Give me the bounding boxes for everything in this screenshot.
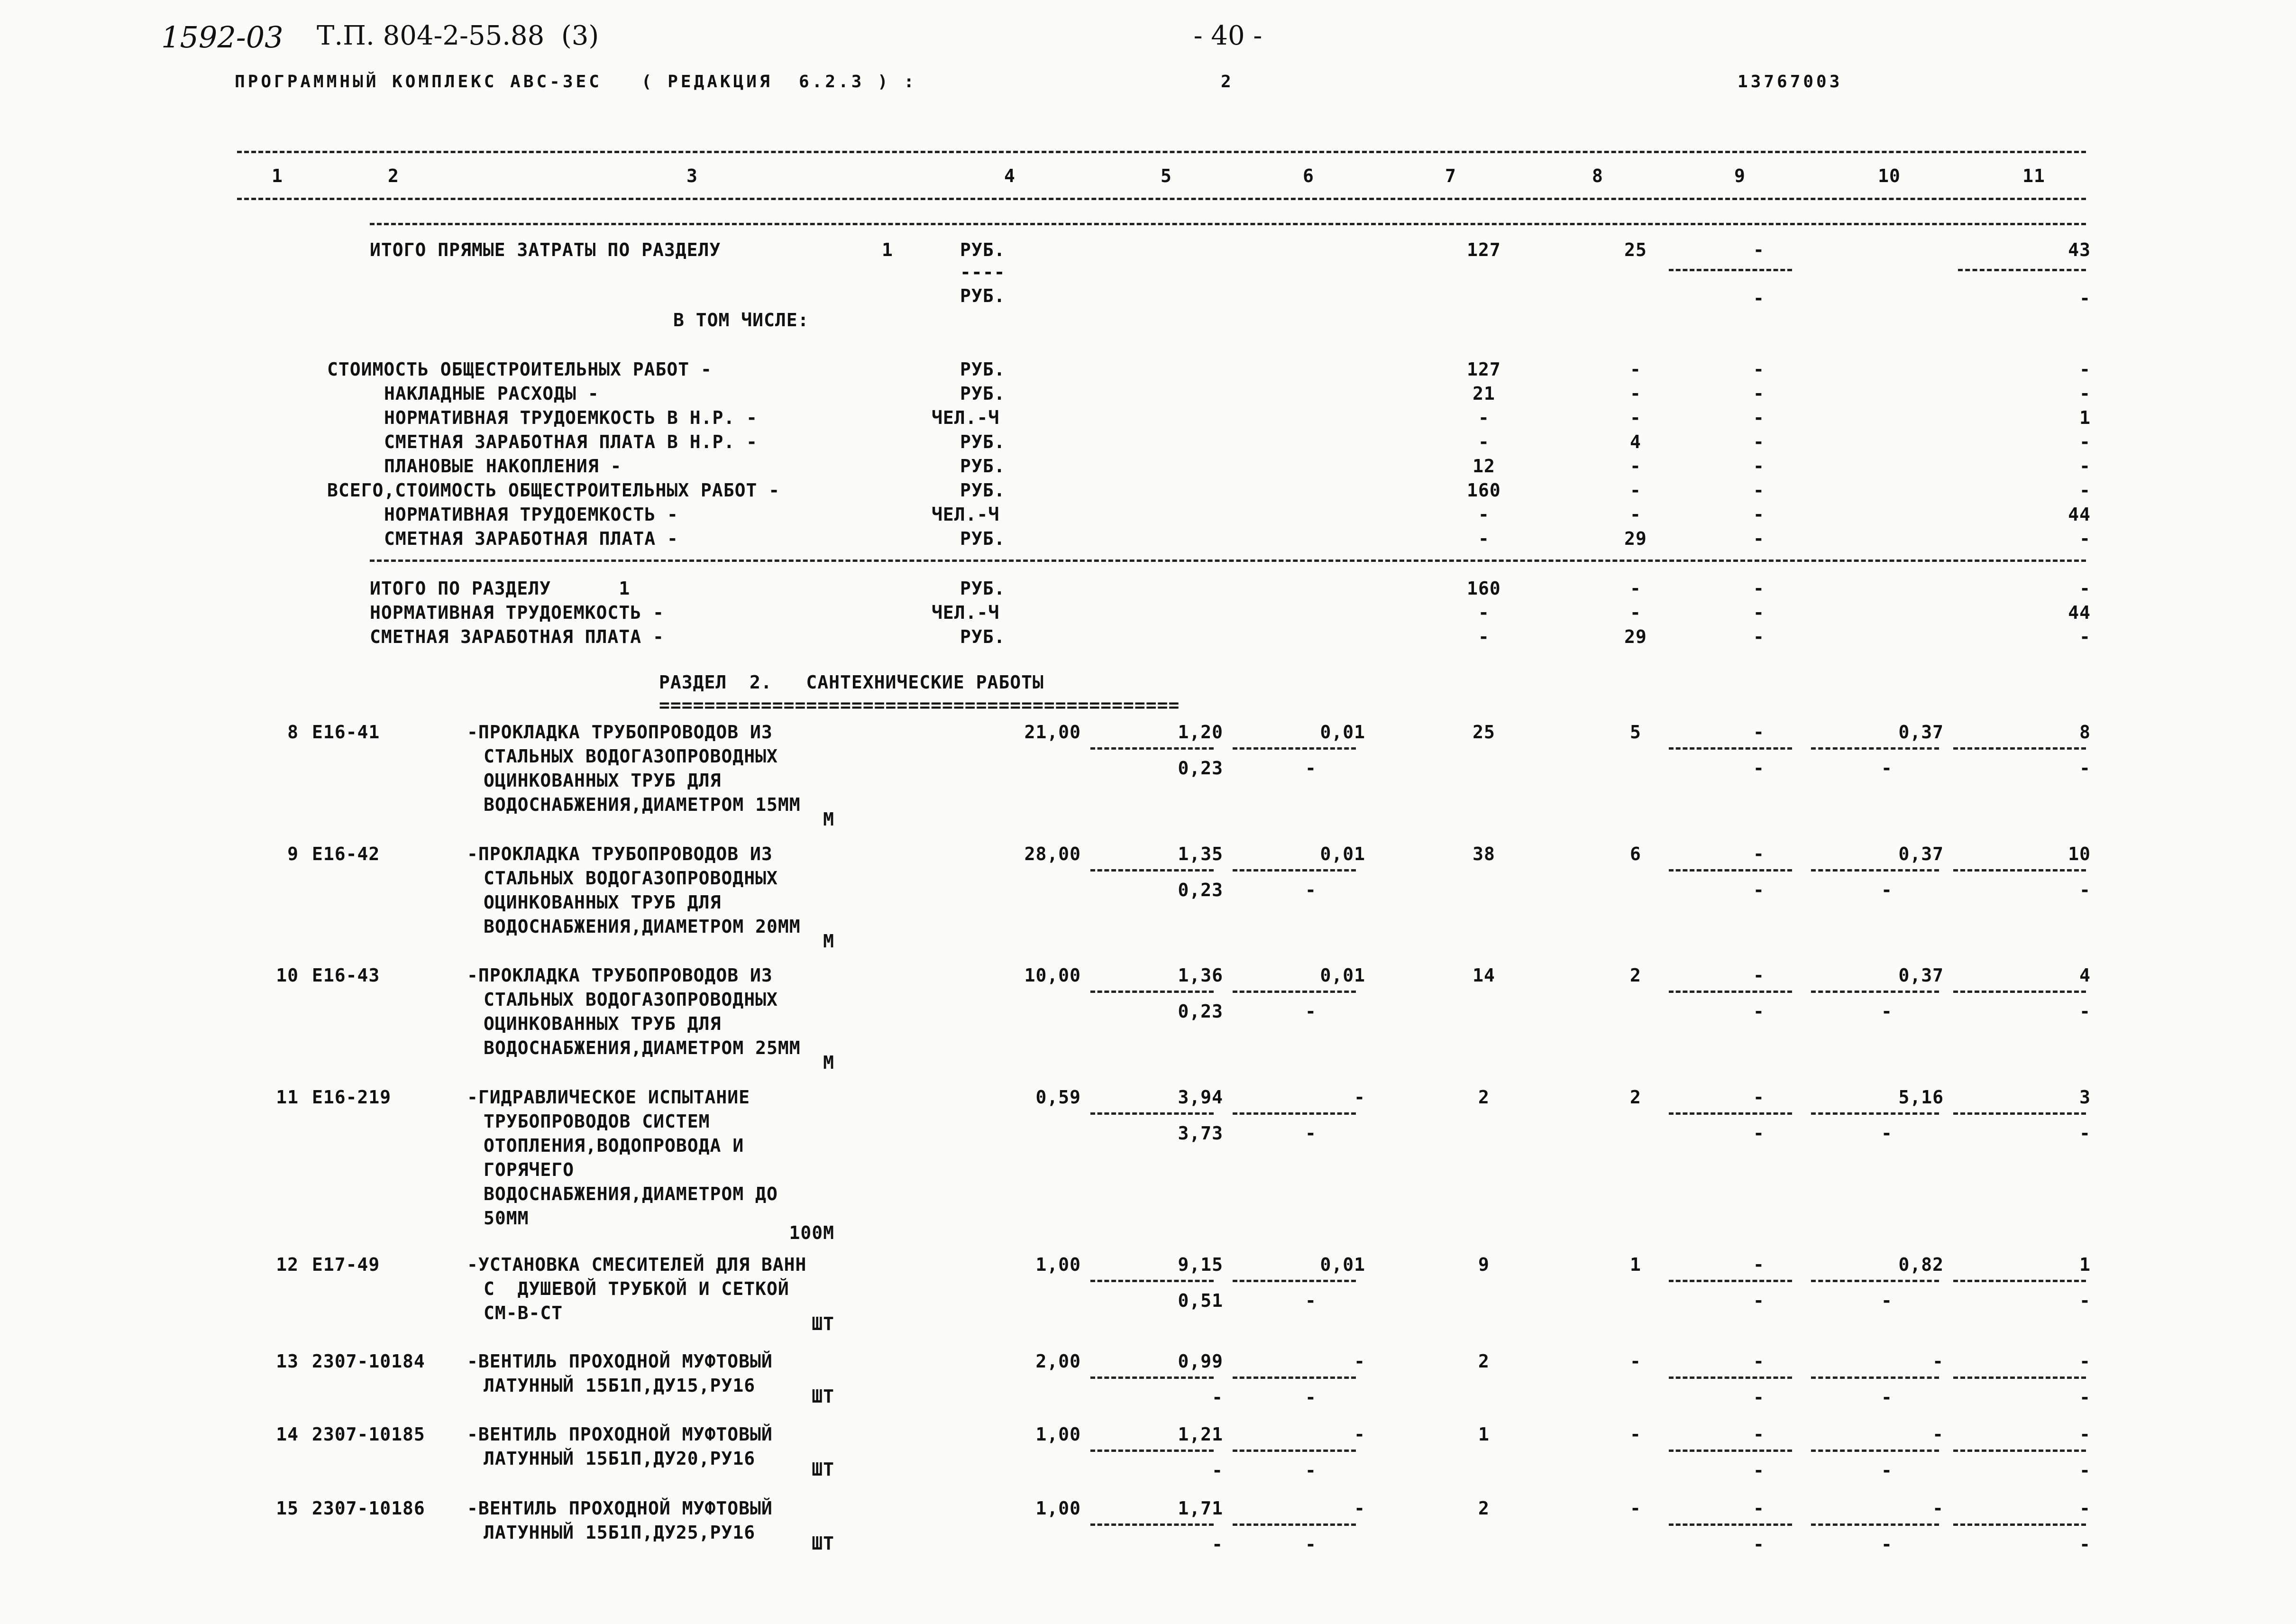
item-quantity: 28,00 — [1024, 844, 1081, 864]
item-c7: 9 — [1478, 1254, 1490, 1275]
item-c9: - — [1753, 1424, 1765, 1445]
item-c6: 0,01 — [1320, 1254, 1365, 1275]
cost-row-unit: ЧЕЛ.-Ч — [932, 407, 1000, 428]
item-c5-dash — [1090, 1523, 1214, 1526]
including-label: В ТОМ ЧИСЛЕ: — [673, 310, 809, 330]
item-description-line: ЛАТУННЫЙ 15Б1П,ДУ25,РУ16 — [484, 1522, 756, 1543]
item-c6-dash — [1233, 1450, 1356, 1452]
item-description-line: -ПРОКЛАДКА ТРУБОПРОВОДОВ ИЗ — [467, 722, 773, 743]
summary-c9-dash — [1669, 269, 1792, 271]
item-c5-b: 0,23 — [1178, 1001, 1223, 1022]
item-c9-dash — [1669, 1523, 1792, 1526]
item-c9: - — [1753, 722, 1765, 743]
item-c5: 3,94 — [1178, 1087, 1223, 1108]
item-code: Е16-219 — [312, 1087, 392, 1108]
item-c10-dash — [1811, 991, 1939, 993]
totals-rule — [370, 560, 2086, 562]
item-c10: - — [1932, 1351, 1944, 1372]
cost-row-c9: - — [1753, 504, 1765, 525]
cost-row-c11: 1 — [2079, 407, 2091, 428]
summary-unit: РУБ. — [960, 239, 1006, 260]
total-row-c7: - — [1478, 602, 1490, 623]
item-code: 2307-10184 — [312, 1351, 425, 1372]
column-header-6: 6 — [1303, 165, 1314, 186]
item-number: 10 — [276, 965, 299, 986]
item-c10-b: - — [1881, 1290, 1893, 1311]
cost-row-c8: - — [1630, 504, 1641, 525]
item-c6-b: - — [1305, 1001, 1317, 1022]
item-c7: 14 — [1473, 965, 1495, 986]
cost-row-c8: - — [1630, 456, 1641, 477]
item-c9-b: - — [1753, 758, 1765, 779]
item-c6-b: - — [1305, 880, 1317, 900]
item-c10-b: - — [1881, 1123, 1893, 1144]
item-c5-dash — [1090, 747, 1214, 750]
total-row-c7: - — [1478, 626, 1490, 647]
cost-row-label: НАКЛАДНЫЕ РАСХОДЫ - — [384, 383, 599, 404]
cost-row-c8: - — [1630, 359, 1641, 380]
item-c11-b: - — [2079, 1387, 2091, 1408]
item-c6: 0,01 — [1320, 965, 1365, 986]
column-header-4: 4 — [1004, 165, 1015, 186]
cost-row-c9: - — [1753, 407, 1765, 428]
item-c5-dash — [1090, 1376, 1214, 1379]
item-c11: - — [2079, 1351, 2091, 1372]
item-number: 9 — [287, 844, 299, 864]
item-c10: 5,16 — [1898, 1087, 1944, 1108]
item-c6-b: - — [1305, 758, 1317, 779]
total-row-c9: - — [1753, 602, 1765, 623]
item-c9-dash — [1669, 747, 1792, 750]
item-unit: 100М — [789, 1222, 834, 1243]
item-c5-b: 0,23 — [1178, 880, 1223, 900]
cost-row-c8: 29 — [1624, 528, 1647, 549]
cost-row-c8: - — [1630, 480, 1641, 501]
item-description-line: ВОДОСНАБЖЕНИЯ,ДИАМЕТРОМ 20ММ — [484, 916, 801, 937]
item-description-line: ЛАТУННЫЙ 15Б1П,ДУ20,РУ16 — [484, 1448, 756, 1469]
item-c6: - — [1354, 1087, 1365, 1108]
column-header-3: 3 — [686, 165, 698, 186]
item-c6-b: - — [1305, 1534, 1317, 1555]
item-c5-b: - — [1212, 1460, 1223, 1481]
summary-c9-b: - — [1753, 288, 1765, 309]
item-unit: М — [823, 809, 834, 830]
total-row-c8: - — [1630, 578, 1641, 599]
item-c6: 0,01 — [1320, 844, 1365, 864]
item-c8: - — [1630, 1424, 1641, 1445]
sheet-number: 2 — [1221, 72, 1234, 92]
total-row-c9: - — [1753, 578, 1765, 599]
header-rule-top — [237, 151, 2086, 153]
cost-row-c7: - — [1478, 504, 1490, 525]
item-c10-b: - — [1881, 1460, 1893, 1481]
item-c10: 0,37 — [1898, 844, 1944, 864]
item-c10-b: - — [1881, 758, 1893, 779]
item-c10: 0,82 — [1898, 1254, 1944, 1275]
item-c9-b: - — [1753, 1534, 1765, 1555]
item-c11-b: - — [2079, 1123, 2091, 1144]
cost-row-unit: РУБ. — [960, 480, 1006, 501]
item-description-line: -ГИДРАВЛИЧЕСКОЕ ИСПЫТАНИЕ — [467, 1087, 750, 1108]
item-c6-dash — [1233, 1376, 1356, 1379]
item-c7: 2 — [1478, 1351, 1490, 1372]
item-c9: - — [1753, 844, 1765, 864]
item-c9: - — [1753, 1254, 1765, 1275]
item-c6-b: - — [1305, 1387, 1317, 1408]
item-description-line: ОЦИНКОВАННЫХ ТРУБ ДЛЯ — [484, 892, 722, 913]
item-c11: 3 — [2079, 1087, 2091, 1108]
item-c9-b: - — [1753, 1123, 1765, 1144]
item-quantity: 1,00 — [1035, 1424, 1081, 1445]
item-c9: - — [1753, 1087, 1765, 1108]
summary-c7: 127 — [1467, 239, 1501, 260]
item-code: Е17-49 — [312, 1254, 380, 1275]
cost-row-c9: - — [1753, 480, 1765, 501]
item-c11-dash — [1953, 1280, 2086, 1282]
item-description-line: ВОДОСНАБЖЕНИЯ,ДИАМЕТРОМ ДО — [484, 1184, 778, 1204]
summary-unit-2: РУБ. — [960, 285, 1006, 306]
item-c10-dash — [1811, 869, 1939, 872]
item-c11-dash — [1953, 1112, 2086, 1115]
item-c5: 1,71 — [1178, 1498, 1223, 1519]
item-c11: - — [2079, 1498, 2091, 1519]
item-c10: 0,37 — [1898, 722, 1944, 743]
cost-row-c11: - — [2079, 528, 2091, 549]
item-c9: - — [1753, 1351, 1765, 1372]
item-c9-dash — [1669, 1280, 1792, 1282]
item-c9-dash — [1669, 1112, 1792, 1115]
cost-row-c9: - — [1753, 383, 1765, 404]
total-row-unit: ЧЕЛ.-Ч — [932, 602, 1000, 623]
item-c10: 0,37 — [1898, 965, 1944, 986]
item-c11-dash — [1953, 991, 2086, 993]
cost-row-label: НОРМАТИВНАЯ ТРУДОЕМКОСТЬ - — [384, 504, 678, 525]
item-c5-b: 0,51 — [1178, 1290, 1223, 1311]
item-c9-dash — [1669, 991, 1792, 993]
cost-row-label: СМЕТНАЯ ЗАРАБОТНАЯ ПЛАТА В Н.Р. - — [384, 431, 758, 452]
item-c9-b: - — [1753, 1290, 1765, 1311]
item-c5-dash — [1090, 869, 1214, 872]
cost-row-unit: РУБ. — [960, 431, 1006, 452]
item-c9-b: - — [1753, 880, 1765, 900]
item-c6-dash — [1233, 1280, 1356, 1282]
item-description-line: ВОДОСНАБЖЕНИЯ,ДИАМЕТРОМ 15ММ — [484, 794, 801, 815]
item-quantity: 10,00 — [1024, 965, 1081, 986]
cost-row-unit: ЧЕЛ.-Ч — [932, 504, 1000, 525]
item-c11: 1 — [2079, 1254, 2091, 1275]
item-c6: 0,01 — [1320, 722, 1365, 743]
item-number: 14 — [276, 1424, 299, 1445]
program-title: ПРОГРАММНЫЙ КОМПЛЕКС АВС-3ЕС ( РЕДАКЦИЯ 6.2.3 ) : — [235, 72, 917, 92]
item-c10-dash — [1811, 1112, 1939, 1115]
item-c9-dash — [1669, 869, 1792, 872]
item-number: 15 — [276, 1498, 299, 1519]
item-description-line: -ВЕНТИЛЬ ПРОХОДНОЙ МУФТОВЫЙ — [467, 1351, 773, 1372]
total-row-unit: РУБ. — [960, 626, 1006, 647]
item-description-line: -ВЕНТИЛЬ ПРОХОДНОЙ МУФТОВЫЙ — [467, 1424, 773, 1445]
item-c10-dash — [1811, 747, 1939, 750]
document-id: 13767003 — [1738, 72, 1843, 92]
total-row-c8: - — [1630, 602, 1641, 623]
item-c5-b: 3,73 — [1178, 1123, 1223, 1144]
cost-row-c8: - — [1630, 383, 1641, 404]
item-c11-b: - — [2079, 880, 2091, 900]
item-description-line: ОТОПЛЕНИЯ,ВОДОПРОВОДА И — [484, 1135, 744, 1156]
item-description-line: -УСТАНОВКА СМЕСИТЕЛЕЙ ДЛЯ ВАНН — [467, 1254, 807, 1275]
item-c11: 10 — [2068, 844, 2091, 864]
summary-c8: 25 — [1624, 239, 1647, 260]
item-description-line: СТАЛЬНЫХ ВОДОГАЗОПРОВОДНЫХ — [484, 868, 778, 889]
cost-row-c7: 21 — [1473, 383, 1495, 404]
item-c11: 4 — [2079, 965, 2091, 986]
item-c5-dash — [1090, 1450, 1214, 1452]
cost-row-unit: РУБ. — [960, 383, 1006, 404]
item-c9-dash — [1669, 1376, 1792, 1379]
item-c6-dash — [1233, 1112, 1356, 1115]
cost-row-unit: РУБ. — [960, 456, 1006, 477]
cost-row-c11: 44 — [2068, 504, 2091, 525]
item-c11-b: - — [2079, 758, 2091, 779]
item-quantity: 2,00 — [1035, 1351, 1081, 1372]
cost-row-label: ПЛАНОВЫЕ НАКОПЛЕНИЯ - — [384, 456, 622, 477]
item-c6: - — [1354, 1424, 1365, 1445]
item-c9: - — [1753, 965, 1765, 986]
item-description-line: ОЦИНКОВАННЫХ ТРУБ ДЛЯ — [484, 770, 722, 791]
summary-c9: - — [1753, 239, 1765, 260]
section-2-title: РАЗДЕЛ 2. САНТЕХНИЧЕСКИЕ РАБОТЫ — [659, 672, 1044, 693]
cost-row-c11: - — [2079, 456, 2091, 477]
summary-c11: 43 — [2068, 239, 2091, 260]
cost-row-c11: - — [2079, 431, 2091, 452]
item-unit: М — [823, 1052, 834, 1073]
item-c6-dash — [1233, 747, 1356, 750]
item-number: 8 — [287, 722, 299, 743]
cost-row-c7: - — [1478, 528, 1490, 549]
item-c5-b: - — [1212, 1387, 1223, 1408]
item-c9-dash — [1669, 1450, 1792, 1452]
cost-row-label: ВСЕГО,СТОИМОСТЬ ОБЩЕСТРОИТЕЛЬНЫХ РАБОТ - — [327, 480, 780, 501]
item-number: 13 — [276, 1351, 299, 1372]
item-c11-dash — [1953, 1376, 2086, 1379]
item-unit: ШТ — [812, 1313, 834, 1334]
cost-row-unit: РУБ. — [960, 528, 1006, 549]
cost-row-c8: 4 — [1630, 431, 1641, 452]
column-header-10: 10 — [1878, 165, 1901, 186]
item-description-line: С ДУШЕВОЙ ТРУБКОЙ И СЕТКОЙ — [484, 1278, 789, 1299]
item-c10-dash — [1811, 1523, 1939, 1526]
item-description-line: СТАЛЬНЫХ ВОДОГАЗОПРОВОДНЫХ — [484, 989, 778, 1010]
cost-row-c11: - — [2079, 383, 2091, 404]
item-code: 2307-10185 — [312, 1424, 425, 1445]
item-c10-dash — [1811, 1280, 1939, 1282]
item-unit: ШТ — [812, 1459, 834, 1480]
item-description-line: -ВЕНТИЛЬ ПРОХОДНОЙ МУФТОВЫЙ — [467, 1498, 773, 1519]
item-description-line: ЛАТУННЫЙ 15Б1П,ДУ15,РУ16 — [484, 1375, 756, 1396]
item-c10: - — [1932, 1424, 1944, 1445]
cost-row-c8: - — [1630, 407, 1641, 428]
item-c10: - — [1932, 1498, 1944, 1519]
total-row-c9: - — [1753, 626, 1765, 647]
item-c11-dash — [1953, 1523, 2086, 1526]
column-header-1: 1 — [272, 165, 283, 186]
summary-unit-dash: ---- — [960, 262, 1006, 283]
item-c8: 6 — [1630, 844, 1641, 864]
item-c5-b: - — [1212, 1534, 1223, 1555]
column-header-2: 2 — [388, 165, 399, 186]
item-c5-b: 0,23 — [1178, 758, 1223, 779]
total-row-unit: РУБ. — [960, 578, 1006, 599]
cost-row-c7: - — [1478, 431, 1490, 452]
summary-rule-top — [370, 223, 2086, 225]
item-c5: 1,35 — [1178, 844, 1223, 864]
item-description-line: СТАЛЬНЫХ ВОДОГАЗОПРОВОДНЫХ — [484, 746, 778, 767]
item-c11-dash — [1953, 747, 2086, 750]
item-c6-b: - — [1305, 1123, 1317, 1144]
cost-row-unit: РУБ. — [960, 359, 1006, 380]
cost-row-c9: - — [1753, 456, 1765, 477]
header-rule-bottom — [237, 198, 2086, 200]
item-c8: 2 — [1630, 965, 1641, 986]
item-c11-dash — [1953, 869, 2086, 872]
item-description-line: СМ-В-СТ — [484, 1303, 563, 1323]
item-description-line: ВОДОСНАБЖЕНИЯ,ДИАМЕТРОМ 25ММ — [484, 1037, 801, 1058]
cost-row-c11: - — [2079, 480, 2091, 501]
item-c10-b: - — [1881, 880, 1893, 900]
item-c11-b: - — [2079, 1290, 2091, 1311]
item-description-line: ОЦИНКОВАННЫХ ТРУБ ДЛЯ — [484, 1013, 722, 1034]
item-c10-dash — [1811, 1376, 1939, 1379]
item-c5-dash — [1090, 1280, 1214, 1282]
total-row-label: ИТОГО ПО РАЗДЕЛУ 1 — [370, 578, 631, 599]
cost-row-c7: 127 — [1467, 359, 1501, 380]
item-code: Е16-43 — [312, 965, 380, 986]
summary-section-no: 1 — [882, 239, 893, 260]
item-description-line: ГОРЯЧЕГО — [484, 1159, 575, 1180]
total-row-c11: - — [2079, 578, 2091, 599]
cost-row-c9: - — [1753, 528, 1765, 549]
item-quantity: 1,00 — [1035, 1254, 1081, 1275]
column-header-5: 5 — [1161, 165, 1172, 186]
item-c11: 8 — [2079, 722, 2091, 743]
item-c9-b: - — [1753, 1001, 1765, 1022]
item-c10-dash — [1811, 1450, 1939, 1452]
cost-row-c9: - — [1753, 431, 1765, 452]
column-header-8: 8 — [1592, 165, 1603, 186]
item-c8: - — [1630, 1498, 1641, 1519]
item-c7: 25 — [1473, 722, 1495, 743]
item-c11-dash — [1953, 1450, 2086, 1452]
item-c7: 38 — [1473, 844, 1495, 864]
item-quantity: 21,00 — [1024, 722, 1081, 743]
item-quantity: 1,00 — [1035, 1498, 1081, 1519]
column-header-9: 9 — [1734, 165, 1746, 186]
cost-row-c7: 12 — [1473, 456, 1495, 477]
item-c6-b: - — [1305, 1290, 1317, 1311]
item-code: Е16-42 — [312, 844, 380, 864]
cost-row-c9: - — [1753, 359, 1765, 380]
item-unit: ШТ — [812, 1533, 834, 1554]
cost-row-label: СМЕТНАЯ ЗАРАБОТНАЯ ПЛАТА - — [384, 528, 678, 549]
cost-row-c7: 160 — [1467, 480, 1501, 501]
item-c11-b: - — [2079, 1534, 2091, 1555]
page-number: - 40 - — [1193, 20, 1262, 51]
item-c6-dash — [1233, 991, 1356, 993]
cost-row-label: НОРМАТИВНАЯ ТРУДОЕМКОСТЬ В Н.Р. - — [384, 407, 758, 428]
item-number: 11 — [276, 1087, 299, 1108]
item-description-line: -ПРОКЛАДКА ТРУБОПРОВОДОВ ИЗ — [467, 965, 773, 986]
total-row-c11: 44 — [2068, 602, 2091, 623]
item-description-line: 50ММ — [484, 1208, 529, 1229]
item-description-line: -ПРОКЛАДКА ТРУБОПРОВОДОВ ИЗ — [467, 844, 773, 864]
cost-row-label: СТОИМОСТЬ ОБЩЕСТРОИТЕЛЬНЫХ РАБОТ - — [327, 359, 712, 380]
item-c6-dash — [1233, 1523, 1356, 1526]
item-c11-b: - — [2079, 1001, 2091, 1022]
total-row-c8: 29 — [1624, 626, 1647, 647]
item-c5: 1,36 — [1178, 965, 1223, 986]
item-c8: 5 — [1630, 722, 1641, 743]
item-unit: М — [823, 931, 834, 952]
item-c7: 2 — [1478, 1087, 1490, 1108]
item-c5: 1,21 — [1178, 1424, 1223, 1445]
item-c9-b: - — [1753, 1460, 1765, 1481]
item-c8: 1 — [1630, 1254, 1641, 1275]
document-code: Т.П. 804-2-55.88 (3) — [317, 20, 599, 51]
summary-title: ИТОГО ПРЯМЫЕ ЗАТРАТЫ ПО РАЗДЕЛУ — [370, 239, 721, 260]
item-c7: 1 — [1478, 1424, 1490, 1445]
item-c8: 2 — [1630, 1087, 1641, 1108]
item-code: Е16-41 — [312, 722, 380, 743]
section-2-underline: ============================================== — [659, 695, 1180, 716]
item-c6-dash — [1233, 869, 1356, 872]
column-header-11: 11 — [2022, 165, 2045, 186]
total-row-label: НОРМАТИВНАЯ ТРУДОЕМКОСТЬ - — [370, 602, 664, 623]
total-row-c11: - — [2079, 626, 2091, 647]
item-c11: - — [2079, 1424, 2091, 1445]
item-c6: - — [1354, 1498, 1365, 1519]
item-c11-b: - — [2079, 1460, 2091, 1481]
item-c10-b: - — [1881, 1387, 1893, 1408]
cost-row-c11: - — [2079, 359, 2091, 380]
total-row-c7: 160 — [1467, 578, 1501, 599]
cost-row-c7: - — [1478, 407, 1490, 428]
item-c10-b: - — [1881, 1001, 1893, 1022]
item-quantity: 0,59 — [1035, 1087, 1081, 1108]
item-description-line: ТРУБОПРОВОДОВ СИСТЕМ — [484, 1111, 710, 1132]
item-c5-dash — [1090, 1112, 1214, 1115]
item-number: 12 — [276, 1254, 299, 1275]
item-c9: - — [1753, 1498, 1765, 1519]
item-c5-dash — [1090, 991, 1214, 993]
item-c6-b: - — [1305, 1460, 1317, 1481]
item-code: 2307-10186 — [312, 1498, 425, 1519]
column-header-7: 7 — [1445, 165, 1456, 186]
item-c5: 9,15 — [1178, 1254, 1223, 1275]
item-c10-b: - — [1881, 1534, 1893, 1555]
item-c6: - — [1354, 1351, 1365, 1372]
item-c5: 1,20 — [1178, 722, 1223, 743]
item-c8: - — [1630, 1351, 1641, 1372]
item-c5: 0,99 — [1178, 1351, 1223, 1372]
summary-c11-b: - — [2079, 288, 2091, 309]
handwritten-code: 1592-03 — [161, 20, 284, 55]
summary-c11-dash — [1958, 269, 2086, 271]
total-row-label: СМЕТНАЯ ЗАРАБОТНАЯ ПЛАТА - — [370, 626, 664, 647]
item-unit: ШТ — [812, 1386, 834, 1407]
item-c9-b: - — [1753, 1387, 1765, 1408]
item-c7: 2 — [1478, 1498, 1490, 1519]
